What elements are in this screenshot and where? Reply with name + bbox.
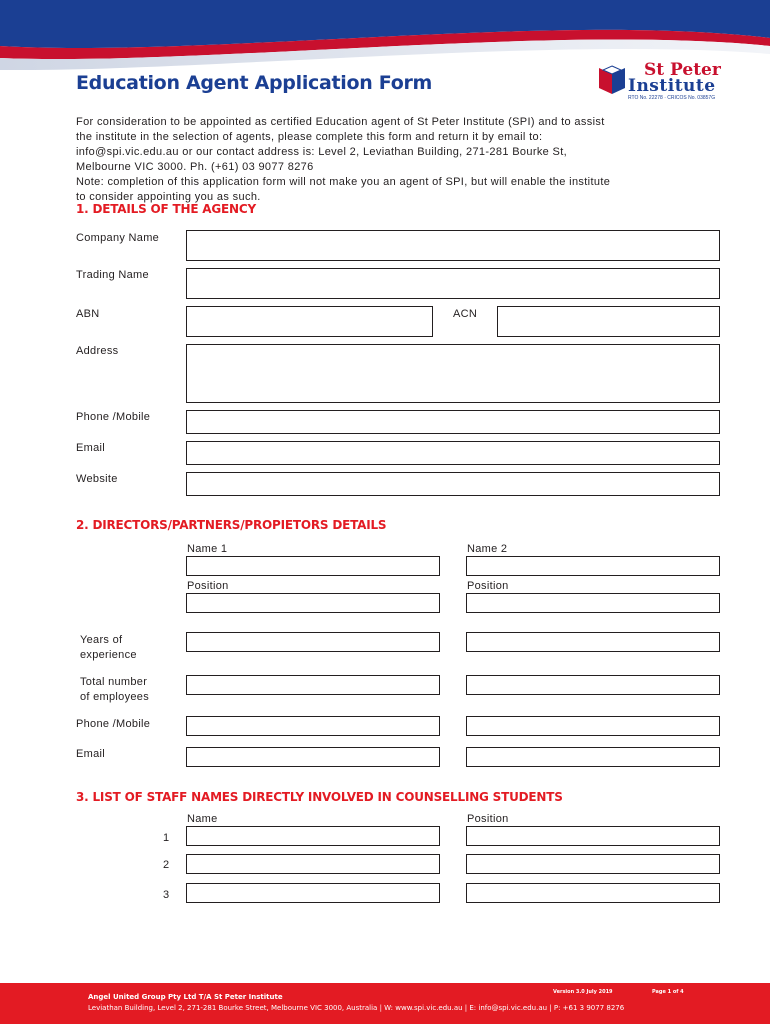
intro-line: to consider appointing you as such. (76, 191, 261, 203)
total-employees-field-2[interactable] (466, 675, 720, 695)
position2-field[interactable] (466, 593, 720, 613)
logo-registration: RTO No. 22278 · CRICOS No. 03857G (628, 95, 716, 101)
abn-label: ABN (76, 308, 100, 320)
director-phone-field-2[interactable] (466, 716, 720, 736)
position2-label: Position (467, 580, 509, 592)
section-heading-staff: 3. LIST OF STAFF NAMES DIRECTLY INVOLVED IN COUNSELLING STUDENTS (76, 790, 563, 804)
phone-label: Phone /Mobile (76, 411, 151, 423)
shield-logo-icon (597, 64, 627, 96)
footer-page-number: Page 1 of 4 (652, 989, 684, 995)
trading-name-field[interactable] (186, 268, 720, 299)
intro-line: Note: completion of this application form will not make you an agent of SPI, but will enable the institute (76, 176, 611, 188)
years-experience-field-2[interactable] (466, 632, 720, 652)
company-name-label: Company Name (76, 232, 160, 244)
section-heading-directors: 2. DIRECTORS/PARTNERS/PROPIETORS DETAILS (76, 518, 387, 532)
name1-field[interactable] (186, 556, 440, 576)
footer-address: Leviathan Building, Level 2, 271-281 Bourke Street, Melbourne VIC 3000, Australia | W: www.spi.vic.edu.au | E: info@spi.vic.edu.au | P: +61 3 9077 8276 (88, 1004, 625, 1012)
acn-field[interactable] (497, 306, 720, 337)
intro-line: the institute in the selection of agents, please complete this form and return it by email to: (76, 131, 543, 143)
staff-name-field-3[interactable] (186, 883, 440, 903)
staff-position-column-label: Position (467, 813, 509, 825)
staff-name-field-1[interactable] (186, 826, 440, 846)
staff-name-column-label: Name (187, 813, 218, 825)
director-email-field-2[interactable] (466, 747, 720, 767)
footer-version: Version 3.0 July 2019 (553, 989, 613, 995)
page-title: Education Agent Application Form (76, 72, 433, 94)
employees-label-line: of employees (80, 691, 150, 703)
intro-line: Melbourne VIC 3000. Ph. (+61) 03 9077 8276 (76, 161, 314, 173)
acn-label: ACN (453, 308, 478, 320)
years-experience-label (80, 633, 137, 663)
staff-position-field-2[interactable] (466, 854, 720, 874)
intro-line: info@spi.vic.edu.au or our contact address is: Level 2, Leviathan Building, 271-281 Bourke St, (76, 146, 568, 158)
name2-label: Name 2 (467, 543, 508, 555)
years-experience-field-1[interactable] (186, 632, 440, 652)
name1-label: Name 1 (187, 543, 228, 555)
email-field[interactable] (186, 441, 720, 465)
address-field[interactable] (186, 344, 720, 403)
company-name-field[interactable] (186, 230, 720, 261)
director-phone-label: Phone /Mobile (76, 718, 151, 730)
address-label: Address (76, 345, 119, 357)
footer-bar (0, 983, 770, 1024)
section-heading-agency: 1. DETAILS OF THE AGENCY (76, 202, 256, 216)
employees-label-line: Total number (80, 676, 148, 688)
staff-row-number: 2 (163, 859, 170, 871)
staff-position-field-3[interactable] (466, 883, 720, 903)
director-email-label: Email (76, 748, 106, 760)
staff-position-field-1[interactable] (466, 826, 720, 846)
staff-row-number: 1 (163, 832, 170, 844)
director-phone-field-1[interactable] (186, 716, 440, 736)
staff-row-number: 3 (163, 889, 170, 901)
name2-field[interactable] (466, 556, 720, 576)
intro-line: For consideration to be appointed as certified Education agent of St Peter Institute (SPI) and to assist (76, 116, 605, 128)
website-field[interactable] (186, 472, 720, 496)
phone-field[interactable] (186, 410, 720, 434)
abn-field[interactable] (186, 306, 433, 337)
position1-label: Position (187, 580, 229, 592)
staff-name-field-2[interactable] (186, 854, 440, 874)
director-email-field-1[interactable] (186, 747, 440, 767)
email-label: Email (76, 442, 106, 454)
years-label-line: Years of (80, 634, 123, 646)
logo-wordmark-top: St Peter (644, 60, 721, 80)
trading-name-label: Trading Name (76, 269, 149, 281)
total-employees-field-1[interactable] (186, 675, 440, 695)
years-label-line: experience (80, 649, 137, 661)
logo-wordmark-bottom: Institute (628, 76, 716, 96)
total-employees-label (80, 675, 149, 705)
intro-text (76, 115, 716, 205)
website-label: Website (76, 473, 118, 485)
footer-company: Angel United Group Pty Ltd T/A St Peter Institute (88, 993, 283, 1001)
position1-field[interactable] (186, 593, 440, 613)
